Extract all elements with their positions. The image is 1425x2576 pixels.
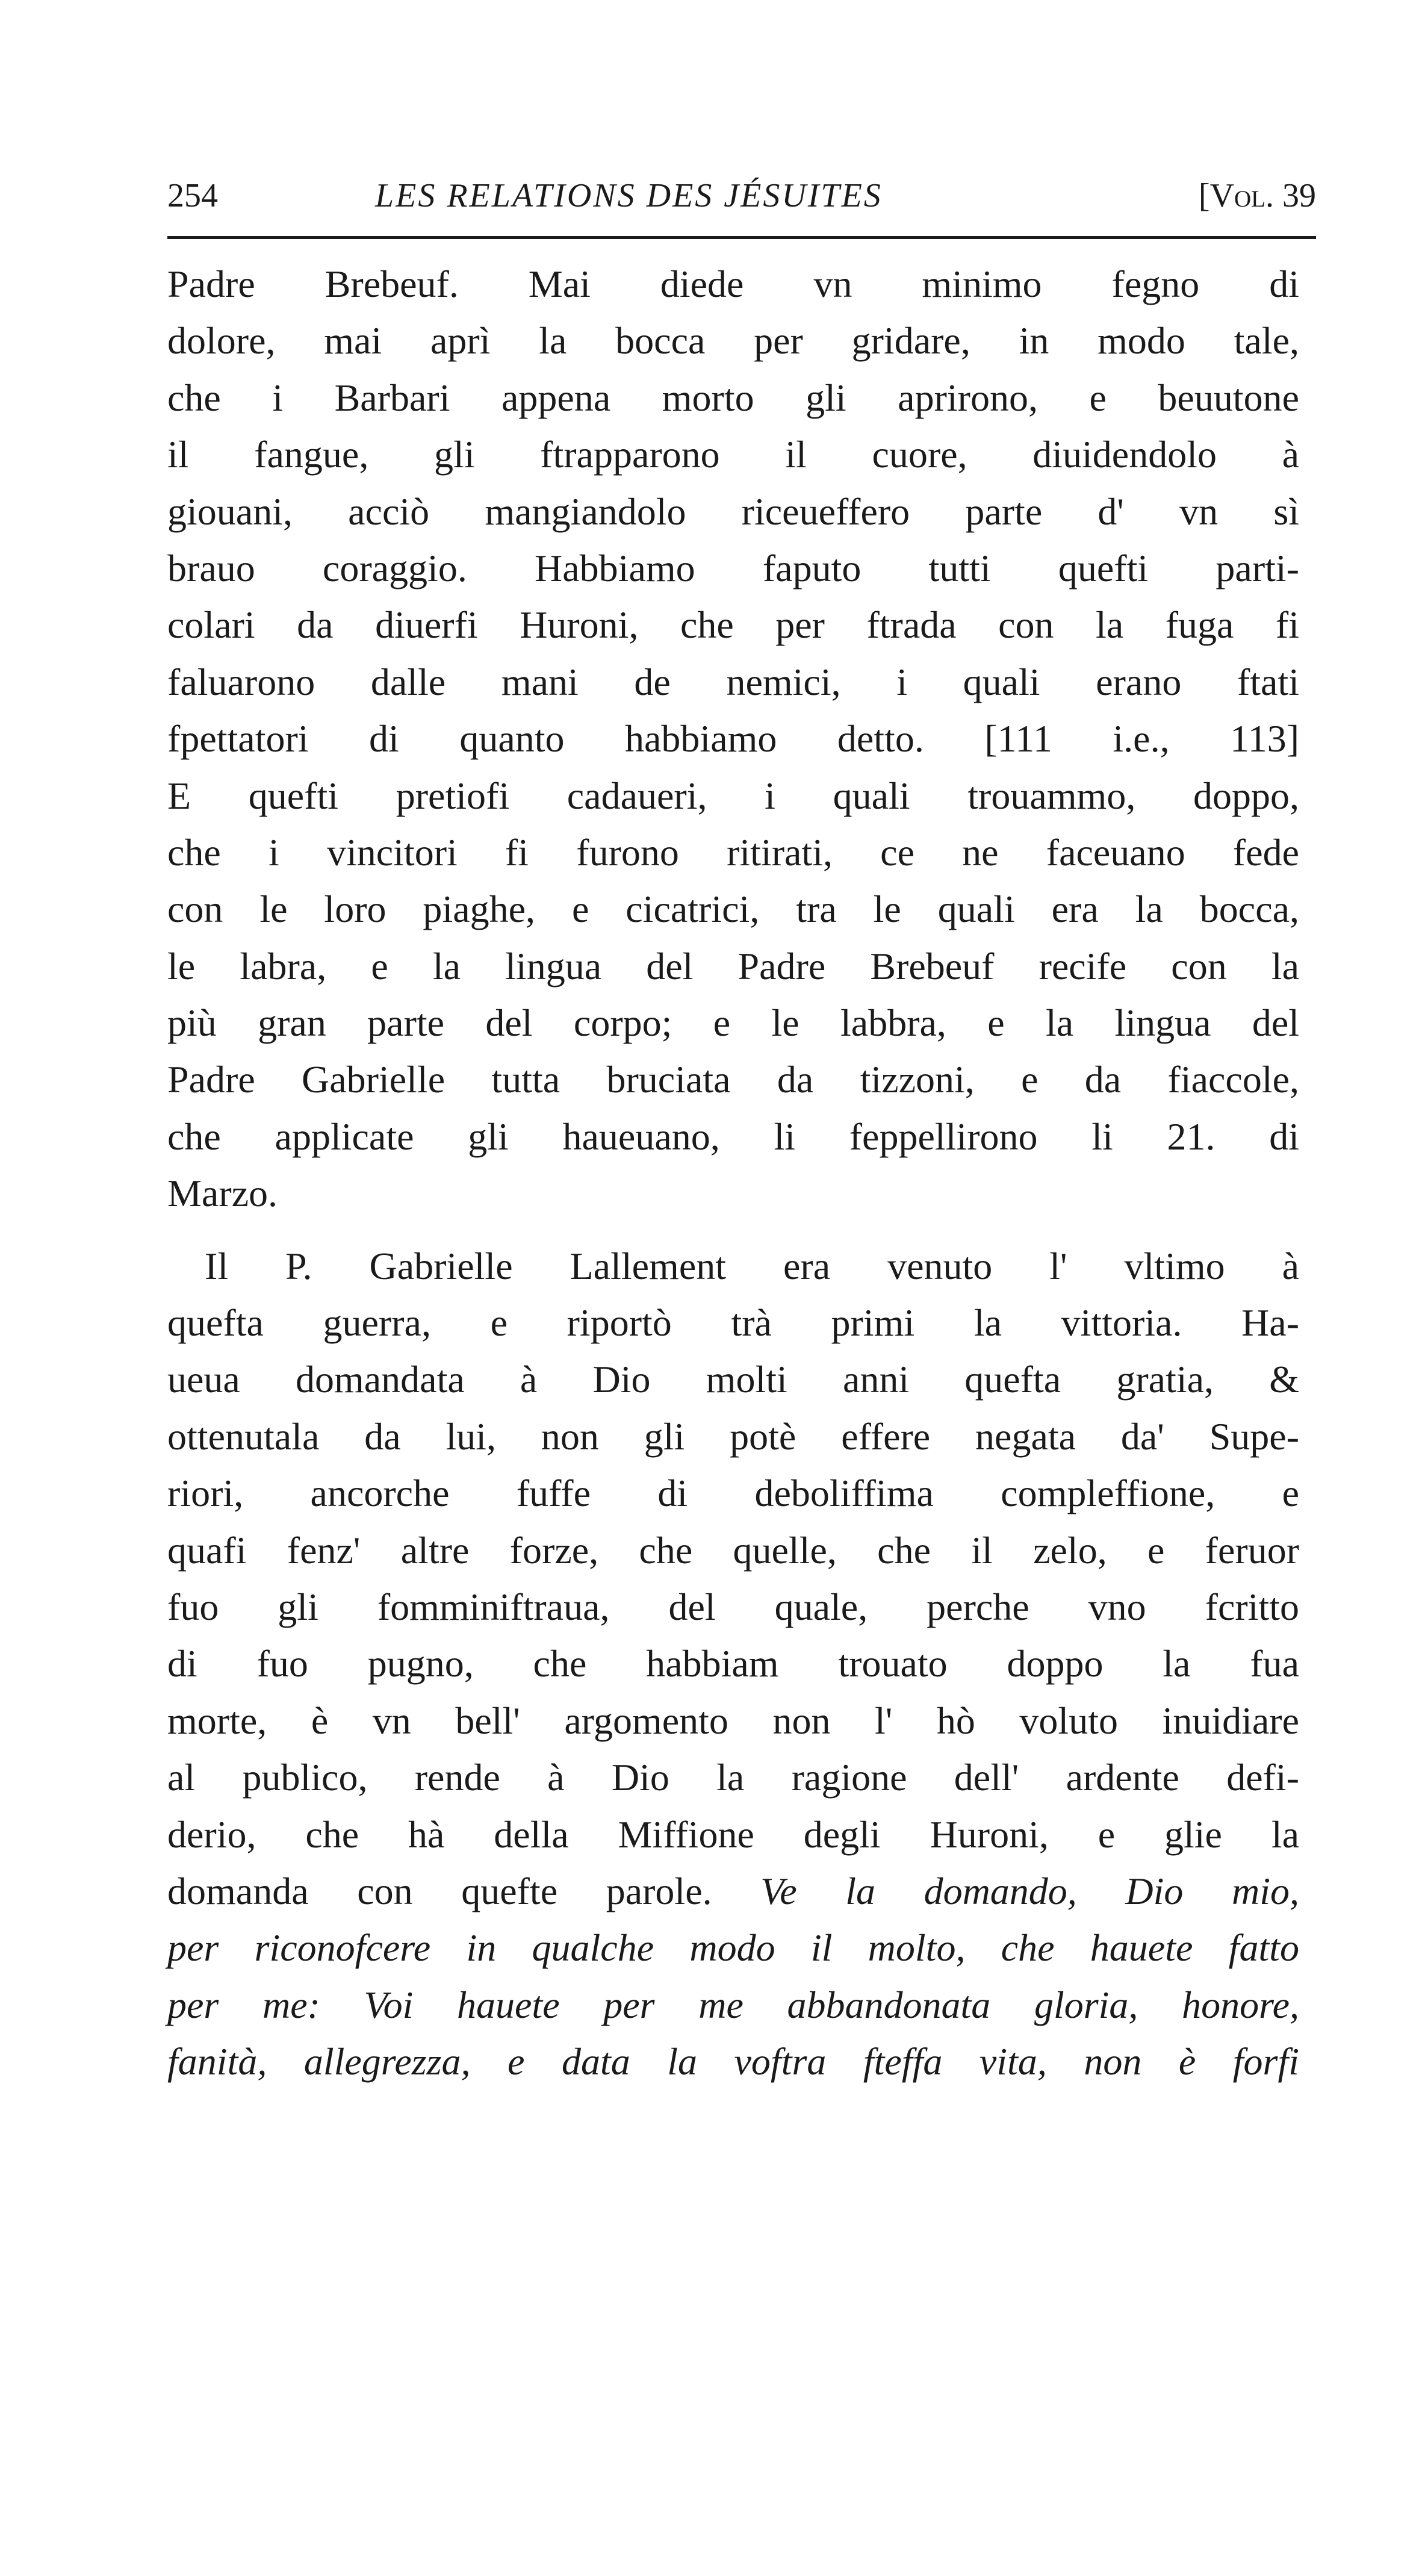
text-line: fuo gli fomminiftraua, del quale, perche vno fcritto (167, 1585, 1299, 1628)
text-line: le labra, e la lingua del Padre Brebeuf recife con la (167, 944, 1299, 988)
text-line: di fuo pugno, che habbiam trouato doppo la fua (167, 1642, 1299, 1685)
text-line: E quefti pretiofi cadaueri, i quali trouammo, doppo, (167, 774, 1299, 817)
text-line: brauo coraggio. Habbiamo faputo tutti quefti parti- (167, 546, 1299, 590)
text-line: al publico, rende à Dio la ragione dell' ardente defi- (167, 1756, 1299, 1799)
text-line: più gran parte del corpo; e le labbra, e la lingua del (167, 1001, 1299, 1045)
text-line: derio, che hà della Miffione degli Huroni, e glie la (167, 1812, 1299, 1856)
text-line: Padre Gabrielle tutta bruciata da tizzoni, e da fiaccole, (167, 1058, 1299, 1101)
running-head (167, 172, 1316, 220)
text-line: quafi fenz' altre forze, che quelle, che il zelo, e feruor (167, 1528, 1299, 1572)
header-rule (167, 236, 1316, 239)
text-line: faluarono dalle mani de nemici, i quali erano ftati (167, 660, 1299, 703)
volume-label: [Vol. 39 (1198, 177, 1316, 214)
text-line: Il P. Gabrielle Lallement era venuto l' vltimo à (205, 1244, 1299, 1287)
text-line: colari da diuerfi Huroni, che per ftrada con la fuga fi (167, 603, 1299, 647)
italic-line: per riconofcere in qualche modo il molto, che hauete fatto (167, 1926, 1299, 1970)
italic-line: fanità, allegrezza, e data la voftra fteffa vita, non è forfi (167, 2040, 1299, 2083)
text-line: ueua domandata à Dio molti anni quefta gratia, & (167, 1358, 1299, 1401)
paragraph-gap (167, 1222, 1299, 1238)
text-line: ottenutala da lui, non gli potè effere negata da' Supe- (167, 1414, 1299, 1458)
text-line (167, 1863, 1299, 1920)
text-line: con le loro piaghe, e cicatrici, tra le quali era la bocca, (167, 888, 1299, 931)
italic-line: per me: Voi hauete per me abbandonata gloria, honore, (167, 1983, 1299, 2026)
text-line: giouani, acciò mangiandolo riceueffero parte d' vn sì (167, 490, 1299, 533)
text-line: che i vincitori fi furono ritirati, ce ne faceuano fede (167, 830, 1299, 874)
text-line: riori, ancorche fuffe di deboliffima compleffione, e (167, 1472, 1299, 1515)
text-line: Marzo. (167, 1172, 278, 1215)
text-line: dolore, mai aprì la bocca per gridare, in modo tale, (167, 319, 1299, 362)
text-line: il fangue, gli ftrapparono il cuore, diuidendolo à (167, 433, 1299, 476)
body-text (167, 256, 1299, 2091)
running-title: LES RELATIONS DES JÉSUITES (375, 177, 883, 214)
paragraph-1 (167, 256, 1299, 1222)
roman-text: domanda con quefte parole. (167, 1869, 761, 1912)
page-number: 254 (167, 177, 218, 214)
text-line: che applicate gli haueuano, li feppellirono li 21. di (167, 1115, 1299, 1158)
text-line: Padre Brebeuf. Mai diede vn minimo fegno di (167, 263, 1299, 305)
text-line: che i Barbari appena morto gli aprirono, e beuutone (167, 376, 1299, 419)
paragraph-2 (167, 1238, 1299, 2091)
text-line: morte, è vn bell' argomento non l' hò voluto inuidiare (167, 1699, 1299, 1742)
text-line: fpettatori di quanto habbiamo detto. [111 i.e., 113] (167, 717, 1299, 761)
italic-text: Ve la domando, Dio mio, (760, 1869, 1299, 1912)
text-line: quefta guerra, e riportò trà primi la vittoria. Ha- (167, 1301, 1299, 1345)
